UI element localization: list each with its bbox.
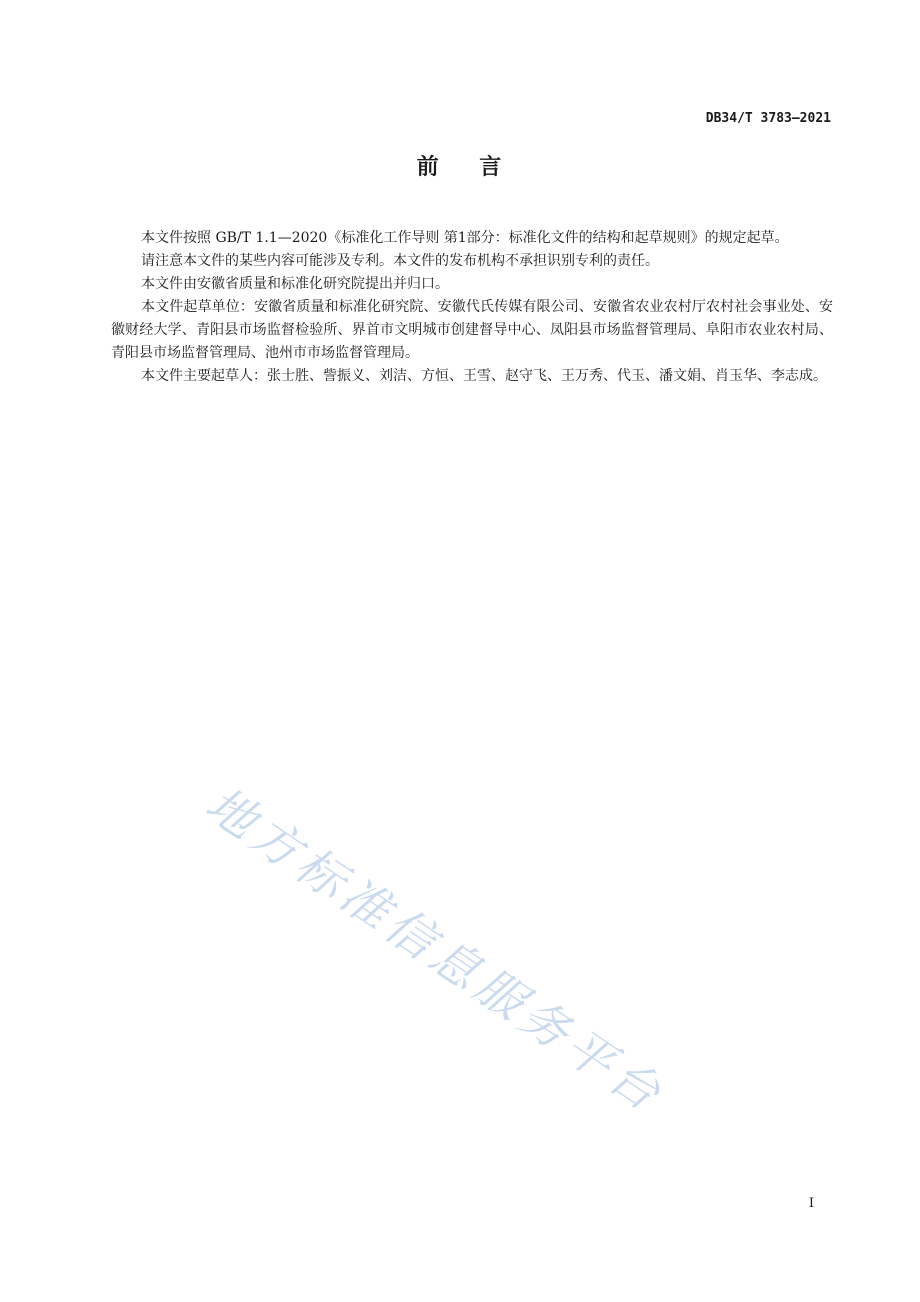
standard-code: DB34/T 3783—2021 — [705, 111, 831, 126]
page-number: I — [808, 1196, 814, 1211]
watermark: 地方标准信息服务平台 — [195, 776, 675, 1125]
paragraph-drafting-units: 本文件起草单位：安徽省质量和标准化研究院、安徽代氏传媒有限公司、安徽省农业农村厅农村社会事业处、安徽财经大学、青阳县市场监督检验所、界首市文明城市创建督导中心、凤阳县市场监督管理局、阜阳市农业农村局、青阳县市场监督管理局、池州市市场监督管理局。 — [111, 299, 833, 361]
foreword-body — [111, 227, 833, 388]
paragraph-patent-notice: 请注意本文件的某些内容可能涉及专利。本文件的发布机构不承担识别专利的责任。 — [141, 253, 659, 269]
paragraph-drafters: 本文件主要起草人：张士胜、訾振义、刘洁、方恒、王雪、赵守飞、王万秀、代玉、潘文娟、肖玉华、李志成。 — [141, 368, 827, 384]
page-title: 前 言 — [416, 155, 504, 180]
paragraph-proposer: 本文件由安徽省质量和标准化研究院提出并归口。 — [141, 276, 449, 292]
paragraph-drafting-rules: 本文件按照 GB/T 1.1—2020《标准化工作导则 第1部分：标准化文件的结构和起草规则》的规定起草。 — [141, 230, 789, 246]
